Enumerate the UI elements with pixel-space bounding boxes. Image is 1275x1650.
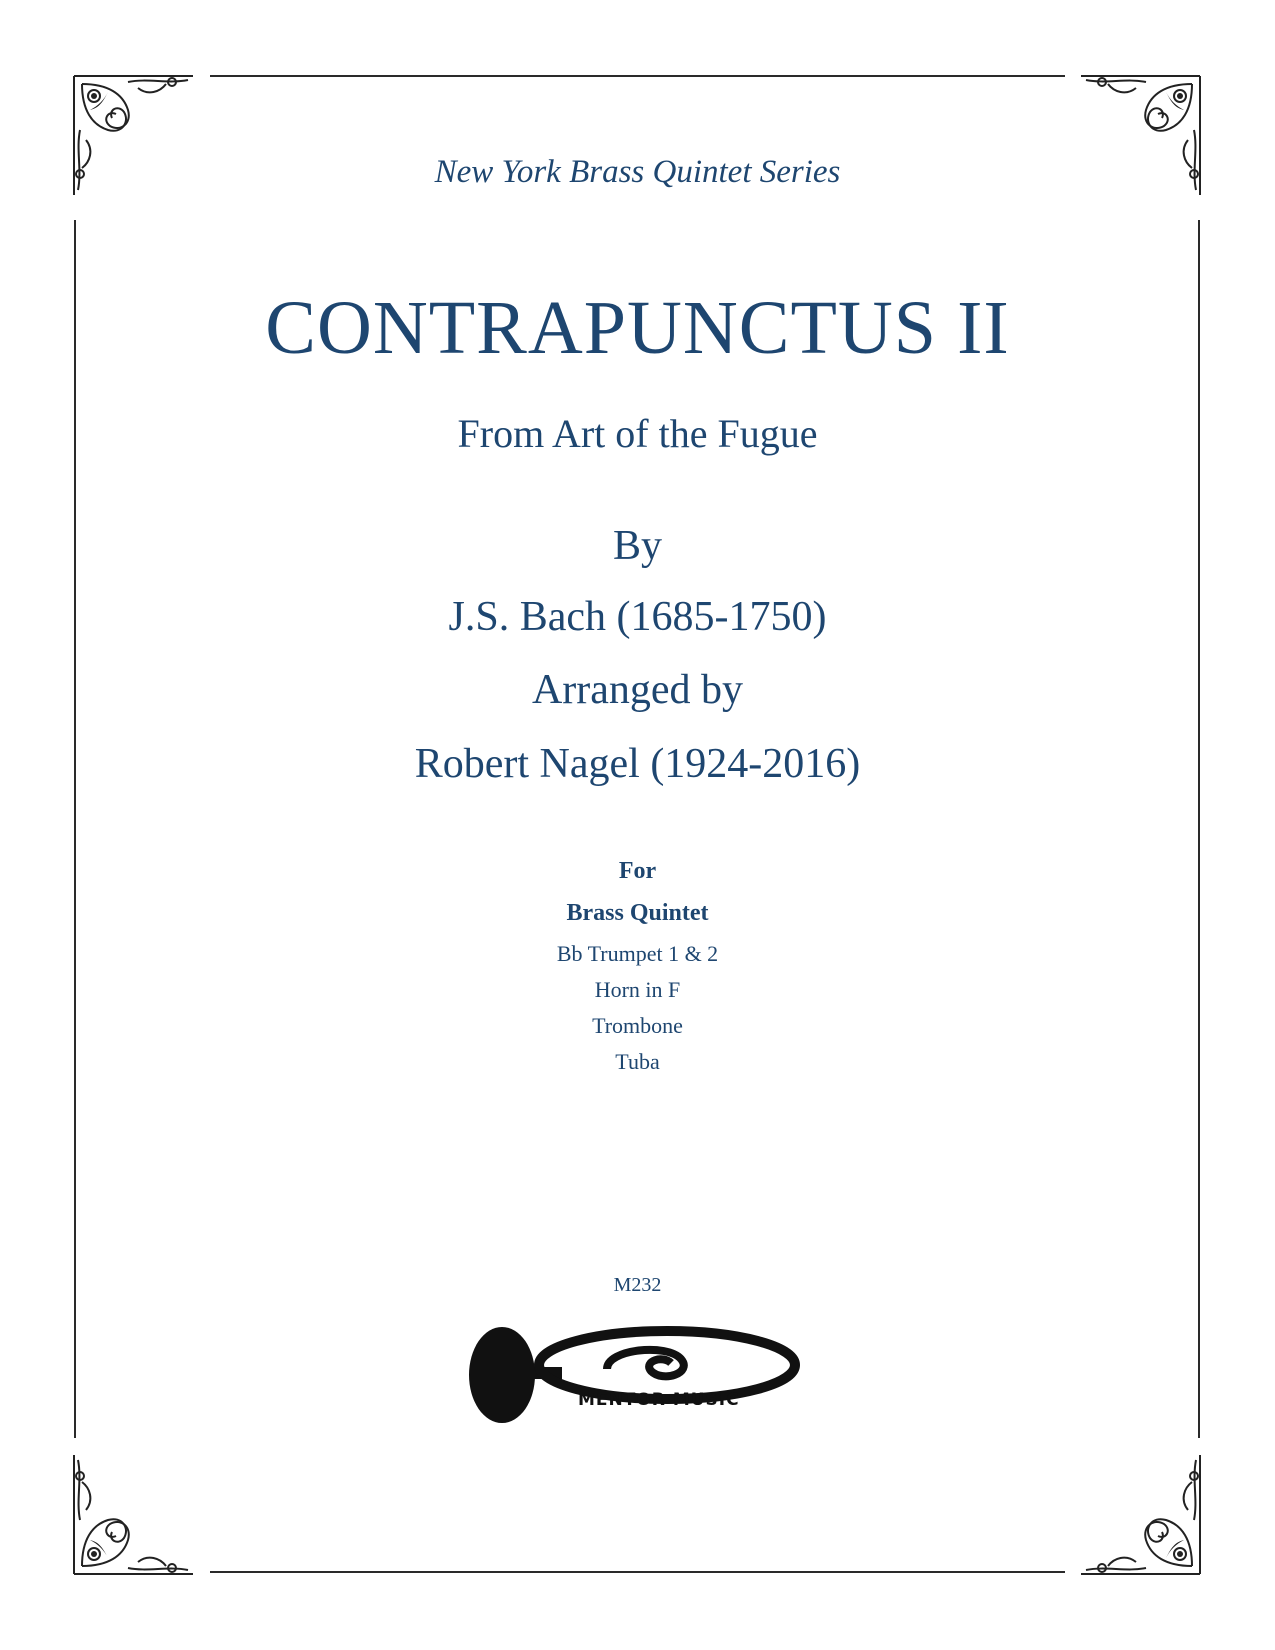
catalog-code: M232 xyxy=(613,1274,662,1296)
arranged-by-label: Arranged by xyxy=(531,667,744,713)
composer-name: J.S. Bach (1685-1750) xyxy=(448,594,827,640)
corner-ornament-icon xyxy=(68,1440,208,1580)
publisher-name: MENTOR MUSIC xyxy=(578,1390,740,1410)
instrument-item: Tuba xyxy=(615,1049,660,1074)
page-subtitle: From Art of the Fugue xyxy=(457,411,818,456)
horn-spiral-logo-icon xyxy=(467,1325,802,1425)
instrument-item: Horn in F xyxy=(594,977,681,1002)
page-title: CONTRAPUNCTUS II xyxy=(265,286,1010,370)
series-name: New York Brass Quintet Series xyxy=(434,154,841,190)
corner-ornament-icon xyxy=(1066,1440,1206,1580)
frame-bottom-line xyxy=(210,1571,1065,1573)
frame-top-line xyxy=(210,75,1065,77)
frame-right-line xyxy=(1198,220,1200,1438)
instrument-item: Bb Trumpet 1 & 2 xyxy=(556,941,719,966)
ensemble-name: Brass Quintet xyxy=(566,900,709,926)
frame-left-line xyxy=(74,220,76,1438)
for-label: For xyxy=(618,858,657,884)
arranger-name: Robert Nagel (1924-2016) xyxy=(414,741,861,787)
by-label: By xyxy=(612,523,662,569)
instrument-item: Trombone xyxy=(592,1013,683,1038)
